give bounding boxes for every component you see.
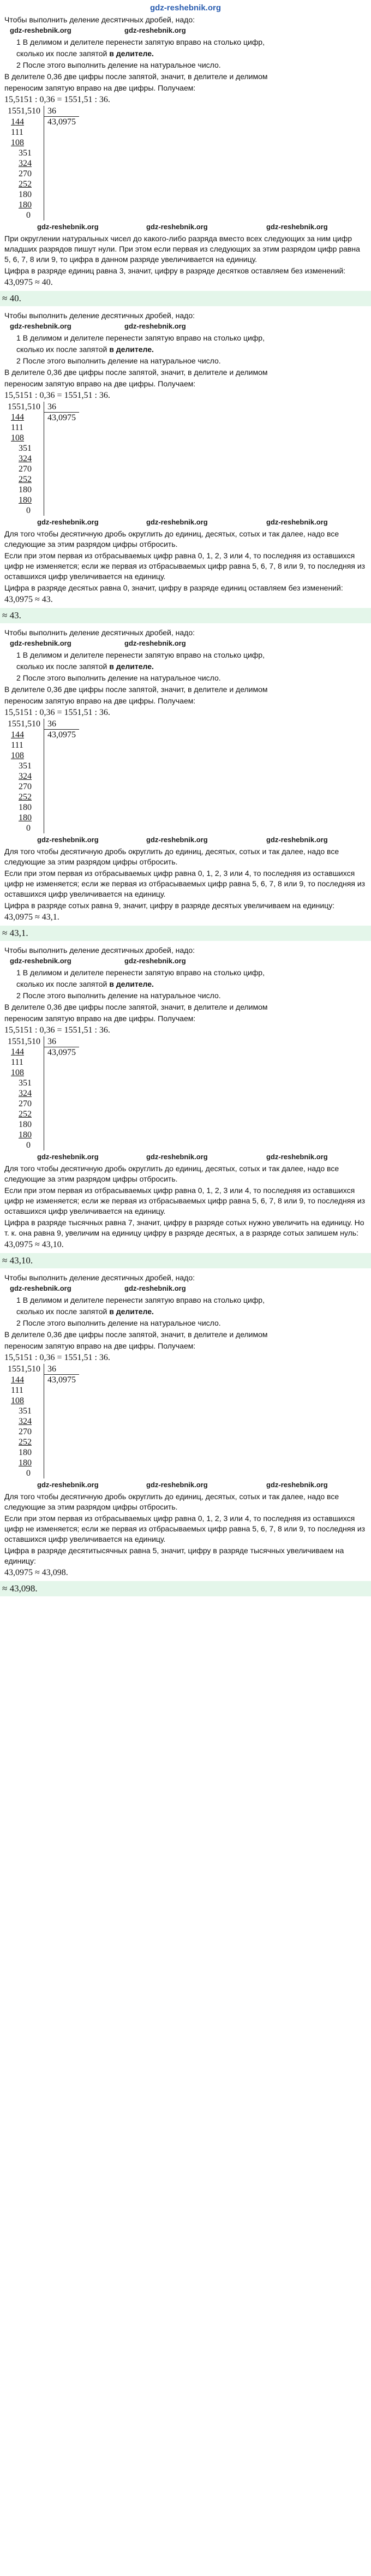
division-steps: 144 111 108 351 324 270 252 180 180 0 (4, 412, 44, 516)
watermark: gdz-reshebnik.org (266, 518, 328, 526)
watermark: gdz-reshebnik.org (146, 835, 208, 844)
solution-block-5 (4, 1273, 367, 1596)
rules (4, 1164, 367, 1238)
step-1-cont: сколько их после запятой в делителе. (16, 1307, 154, 1316)
dividend: 1551,510 (4, 106, 44, 117)
division-steps: 144 111 108 351 324 270 252 180 180 0 (4, 1047, 44, 1150)
step-2: 2 После этого выполнить деление на натуральное число. (16, 356, 221, 365)
answer: ≈ 43,10. (0, 1253, 371, 1268)
watermark: gdz-reshebnik.org (146, 1153, 208, 1161)
long-division (4, 1036, 79, 1151)
divisor: 36 (47, 1364, 56, 1374)
rule-text: Для того чтобы десятичную дробь округлить до единиц, десятых, сотых и так далее, надо все следующие за этим разрядом цифры отбросить. (4, 846, 339, 866)
quotient: 43,0975 (44, 730, 80, 833)
step-1: 1 В делимом и делителе перенести запятую вправо на столько цифр, (16, 968, 265, 977)
answer: ≈ 43,098. (0, 1581, 371, 1596)
intro-text: Чтобы выполнить деление десятичных дробей, надо: (4, 945, 195, 955)
watermark: gdz-reshebnik.org (10, 639, 71, 647)
long-division (4, 1364, 79, 1478)
watermark: gdz-reshebnik.org (124, 1284, 186, 1292)
equation: 15,5151 : 0,36 = 1551,51 : 36. (4, 1353, 110, 1362)
rule-text: Если при этом первая из отбрасываемых цифр равна 0, 1, 2, 3 или 4, то последняя из оставшихся цифр не изменяется; если же первая из отбрасываемых цифр равна 5, 6, 7, 8 или 9, то последняя из оставшихся цифр увеличивается на единицу. (4, 868, 366, 898)
step-2: 2 После этого выполнить деление на натуральное число. (16, 673, 221, 682)
rule-text: Цифра в разряде десятых равна 0, значит, цифру в разряде единиц оставляем без изменений: (4, 583, 343, 592)
watermark: gdz-reshebnik.org (37, 1153, 99, 1161)
rules (4, 846, 367, 911)
watermark: gdz-reshebnik.org (37, 518, 99, 526)
dividend: 1551,510 (4, 1036, 44, 1047)
watermark: gdz-reshebnik.org (266, 835, 328, 844)
long-division (4, 106, 79, 220)
step-1: 1 В делимом и делителе перенести запятую вправо на столько цифр, (16, 1296, 265, 1304)
rules (4, 234, 367, 276)
rule-text: Цифра в разряде сотых равна 9, значит, цифру в разряде десятых увеличиваем на единицу: (4, 901, 335, 910)
step-1: 1 В делимом и делителе перенести запятую вправо на столько цифр, (16, 333, 265, 342)
quotient: 43,0975 (44, 117, 80, 220)
result: 43,0975 ≈ 43. (4, 595, 53, 604)
divisor: 36 (47, 1036, 56, 1046)
comma-shift-text: В делителе 0,36 две цифры после запятой, значит, в делителе и делимом (4, 1330, 268, 1339)
watermark: gdz-reshebnik.org (146, 222, 208, 231)
quotient: 43,0975 (44, 1047, 80, 1150)
watermark: gdz-reshebnik.org (146, 1480, 208, 1489)
rules (4, 529, 367, 593)
rule-text: При округлении натуральных чисел до какого-либо разряда вместо всех следующих за ним цифр младших разрядов пишут нули. При этом если первая из следующих за этим разрядом цифр равна 5, 6, 7, 8 или 9, то цифра в данном разряде увеличивается на единицу. (4, 234, 360, 264)
long-division (4, 719, 79, 833)
intro-text: Чтобы выполнить деление десятичных дробей, надо: (4, 1273, 195, 1282)
watermark: gdz-reshebnik.org (37, 222, 99, 231)
division-steps: 144 111 108 351 324 270 252 180 180 0 (4, 117, 44, 220)
comma-shift-text-2: переносим запятую вправо на две цифры. Получаем: (4, 84, 196, 92)
result: 43,0975 ≈ 43,10. (4, 1240, 64, 1249)
rule-text: Для того чтобы десятичную дробь округлить до единиц, десятых, сотых и так далее, надо все следующие за этим разрядом цифры отбросить. (4, 1164, 339, 1183)
watermark: gdz-reshebnik.org (124, 956, 186, 965)
comma-shift-text: В делителе 0,36 две цифры после запятой, значит, в делителе и делимом (4, 1002, 268, 1011)
result: 43,0975 ≈ 43,1. (4, 912, 59, 922)
watermark: gdz-reshebnik.org (124, 639, 186, 647)
quotient: 43,0975 (44, 412, 80, 516)
equation: 15,5151 : 0,36 = 1551,51 : 36. (4, 708, 110, 717)
intro-text: Чтобы выполнить деление десятичных дробей, надо: (4, 311, 195, 320)
solution-block-3 (4, 628, 367, 941)
solution-block-4 (4, 945, 367, 1269)
watermark: gdz-reshebnik.org (10, 26, 71, 34)
step-1-cont: сколько их после запятой в делителе. (16, 344, 154, 354)
division-steps: 144 111 108 351 324 270 252 180 180 0 (4, 730, 44, 833)
equation: 15,5151 : 0,36 = 1551,51 : 36. (4, 390, 110, 400)
result: 43,0975 ≈ 43,098. (4, 1567, 68, 1577)
solution-block-2 (4, 311, 367, 624)
equation: 15,5151 : 0,36 = 1551,51 : 36. (4, 95, 110, 104)
comma-shift-text: В делителе 0,36 две цифры после запятой, значит, в делителе и делимом (4, 685, 268, 694)
comma-shift-text-2: переносим запятую вправо на две цифры. Получаем: (4, 696, 196, 705)
watermark: gdz-reshebnik.org (266, 222, 328, 231)
rule-text: Если при этом первая из отбрасываемых цифр равна 0, 1, 2, 3 или 4, то последняя из оставшихся цифр не изменяется; если же первая из отбрасываемых цифр равна 5, 6, 7, 8 или 9, то последняя из оставшихся цифр увеличивается на единицу. (4, 551, 366, 581)
watermark: gdz-reshebnik.org (266, 1480, 328, 1489)
dividend: 1551,510 (4, 719, 44, 730)
solution-block-1 (4, 15, 367, 306)
divisor: 36 (47, 402, 56, 412)
watermark: gdz-reshebnik.org (10, 956, 71, 965)
answer: ≈ 40. (0, 291, 371, 306)
answer: ≈ 43,1. (0, 926, 371, 941)
step-1-cont: сколько их после запятой в делителе. (16, 979, 154, 988)
quotient: 43,0975 (44, 1375, 80, 1478)
watermark: gdz-reshebnik.org (37, 1480, 99, 1489)
rule-text: Для того чтобы десятичную дробь округлить до единиц, десятых, сотых и так далее, надо все следующие за этим разрядом цифры отбросить. (4, 529, 339, 548)
rule-text: Цифра в разряде тысячных равна 7, значит, цифру в разряде сотых нужно увеличить на единицу. Но т. к. она равна 9, увеличим на единицу цифру в разряде десятых, а в разряде сотых запишем нуль: (4, 1218, 364, 1237)
dividend: 1551,510 (4, 402, 44, 413)
result: 43,0975 ≈ 40. (4, 277, 53, 287)
rules (4, 1492, 367, 1566)
watermark: gdz-reshebnik.org (146, 518, 208, 526)
division-steps: 144 111 108 351 324 270 252 180 180 0 (4, 1375, 44, 1478)
step-2: 2 После этого выполнить деление на натуральное число. (16, 61, 221, 69)
step-2: 2 После этого выполнить деление на натуральное число. (16, 991, 221, 1000)
watermark: gdz-reshebnik.org (37, 835, 99, 844)
comma-shift-text-2: переносим запятую вправо на две цифры. Получаем: (4, 1341, 196, 1350)
step-1: 1 В делимом и делителе перенести запятую вправо на столько цифр, (16, 651, 265, 659)
step-1-cont: сколько их после запятой в делителе. (16, 49, 154, 58)
equation: 15,5151 : 0,36 = 1551,51 : 36. (4, 1025, 110, 1035)
rule-text: Цифра в разряде десятитысячных равна 5, значит, цифру в разряде тысячных увеличиваем на единицу: (4, 1546, 344, 1565)
site-header[interactable]: gdz-reshebnik.org (149, 3, 221, 13)
divisor: 36 (47, 719, 56, 729)
rule-text: Если при этом первая из отбрасываемых цифр равна 0, 1, 2, 3 или 4, то последняя из оставшихся цифр не изменяется; если же первая из отбрасываемых цифр равна 5, 6, 7, 8 или 9, то последняя из оставшихся цифр увеличивается на единицу. (4, 1186, 366, 1215)
divisor: 36 (47, 106, 56, 116)
rule-text: Для того чтобы десятичную дробь округлить до единиц, десятых, сотых и так далее, надо все следующие за этим разрядом цифры отбросить. (4, 1492, 339, 1511)
rule-text: Цифра в разряде единиц равна 3, значит, цифру в разряде десятков оставляем без изменений: (4, 266, 346, 275)
intro-text: Чтобы выполнить деление десятичных дробей, надо: (4, 15, 195, 24)
watermark: gdz-reshebnik.org (266, 1153, 328, 1161)
comma-shift-text-2: переносим запятую вправо на две цифры. Получаем: (4, 379, 196, 388)
watermark: gdz-reshebnik.org (124, 26, 186, 34)
step-2: 2 После этого выполнить деление на натуральное число. (16, 1319, 221, 1327)
comma-shift-text-2: переносим запятую вправо на две цифры. Получаем: (4, 1013, 196, 1023)
long-division (4, 402, 79, 516)
step-1: 1 В делимом и делителе перенести запятую вправо на столько цифр, (16, 38, 265, 46)
watermark: gdz-reshebnik.org (124, 321, 186, 330)
step-1-cont: сколько их после запятой в делителе. (16, 662, 154, 671)
watermark: gdz-reshebnik.org (10, 321, 71, 330)
answer: ≈ 43. (0, 608, 371, 623)
watermark: gdz-reshebnik.org (10, 1284, 71, 1292)
comma-shift-text: В делителе 0,36 две цифры после запятой, значит, в делителе и делимом (4, 72, 268, 81)
dividend: 1551,510 (4, 1364, 44, 1375)
comma-shift-text: В делителе 0,36 две цифры после запятой, значит, в делителе и делимом (4, 367, 268, 377)
intro-text: Чтобы выполнить деление десятичных дробей, надо: (4, 628, 195, 637)
rule-text: Если при этом первая из отбрасываемых цифр равна 0, 1, 2, 3 или 4, то последняя из оставшихся цифр не изменяется; если же первая из отбрасываемых цифр равна 5, 6, 7, 8 или 9, то последняя из оставшихся цифр увеличивается на единицу. (4, 1513, 366, 1543)
